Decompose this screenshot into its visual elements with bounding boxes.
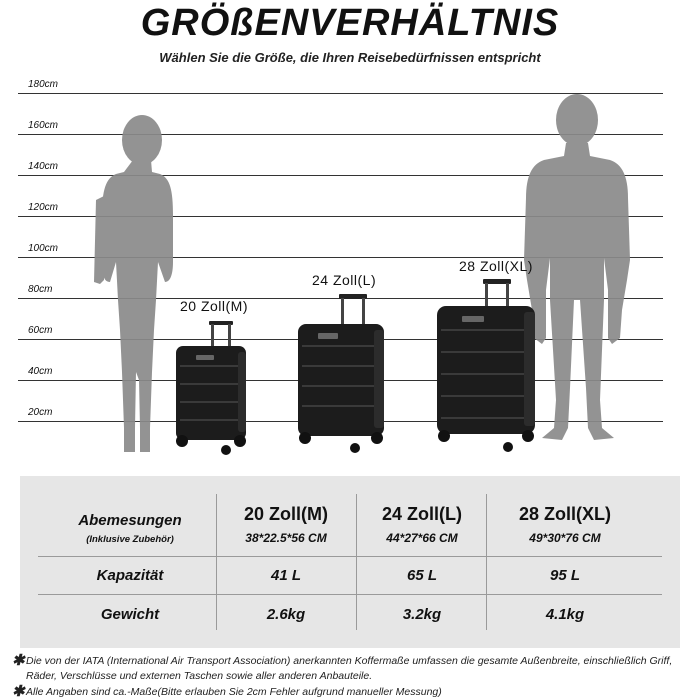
- scale-label: 180cm: [28, 79, 59, 90]
- weight-value: 2.6kg: [266, 606, 306, 623]
- row-divider: [38, 594, 662, 595]
- column-header: 28 Zoll(XL): [518, 504, 611, 524]
- scale-label: 20cm: [28, 407, 53, 418]
- suitcase-medium-label: 24 Zoll(L): [312, 272, 377, 288]
- capacity-value: 41 L: [270, 567, 301, 584]
- row-sublabel-dimensions: (Inklusive Zubehör): [86, 534, 174, 545]
- footnote-text: Die von der IATA (International Air Transport Association) anerkannten Koffermaße umfassen die gesamte Außenbreite, einschließlich Griff, Räder, Verschlüsse und externen Taschen sowie aller anderen Anbauteile.: [26, 655, 673, 682]
- suitcase-large-label: 28 Zoll(XL): [459, 258, 533, 274]
- spec-table: [20, 476, 680, 648]
- column-divider: [356, 494, 357, 630]
- scale-label: 40cm: [28, 366, 53, 377]
- asterisk-icon: ✱: [12, 683, 25, 700]
- scale-label: 140cm: [28, 161, 59, 172]
- row-label-capacity: Kapazität: [96, 567, 164, 584]
- dimensions-value: 44*27*66 CM: [386, 531, 458, 545]
- suitcase-small-label: 20 Zoll(M): [180, 298, 249, 314]
- suitcase-large: [437, 279, 535, 452]
- capacity-value: 65 L: [406, 567, 437, 584]
- column-divider: [486, 494, 487, 630]
- page-subtitle: Wählen Sie die Größe, die Ihren Reisebedürfnissen entspricht: [159, 50, 541, 65]
- column-header: 20 Zoll(M): [244, 504, 328, 524]
- scale-label: 80cm: [28, 284, 53, 295]
- row-divider: [38, 556, 662, 557]
- footnote-iata: [12, 652, 686, 684]
- row-label-weight: Gewicht: [100, 606, 160, 623]
- suitcase-medium: [298, 294, 384, 453]
- scale-label: 60cm: [28, 325, 53, 336]
- column-divider: [216, 494, 217, 630]
- man-silhouette: [524, 94, 630, 440]
- scale-label: 100cm: [28, 243, 59, 254]
- column-header: 24 Zoll(L): [382, 504, 462, 524]
- footnote-measurement: [12, 683, 686, 700]
- row-label-dimensions: Abemesungen: [78, 512, 182, 529]
- weight-value: 4.1kg: [545, 606, 585, 623]
- woman-silhouette: [94, 115, 173, 452]
- capacity-value: 95 L: [549, 567, 580, 584]
- scale-label: 120cm: [28, 202, 59, 213]
- footnote-text: Alle Angaben sind ca.-Maße(Bitte erlauben Sie 2cm Fehler aufgrund manueller Messung): [26, 686, 442, 698]
- weight-value: 3.2kg: [402, 606, 442, 623]
- dimensions-value: 38*22.5*56 CM: [245, 531, 327, 545]
- suitcase-small: [176, 321, 246, 455]
- dimensions-value: 49*30*76 CM: [529, 531, 601, 545]
- page-title: GRÖßENVERHÄLTNIS: [140, 2, 560, 44]
- scale-label: 160cm: [28, 120, 59, 131]
- asterisk-icon: ✱: [12, 652, 25, 669]
